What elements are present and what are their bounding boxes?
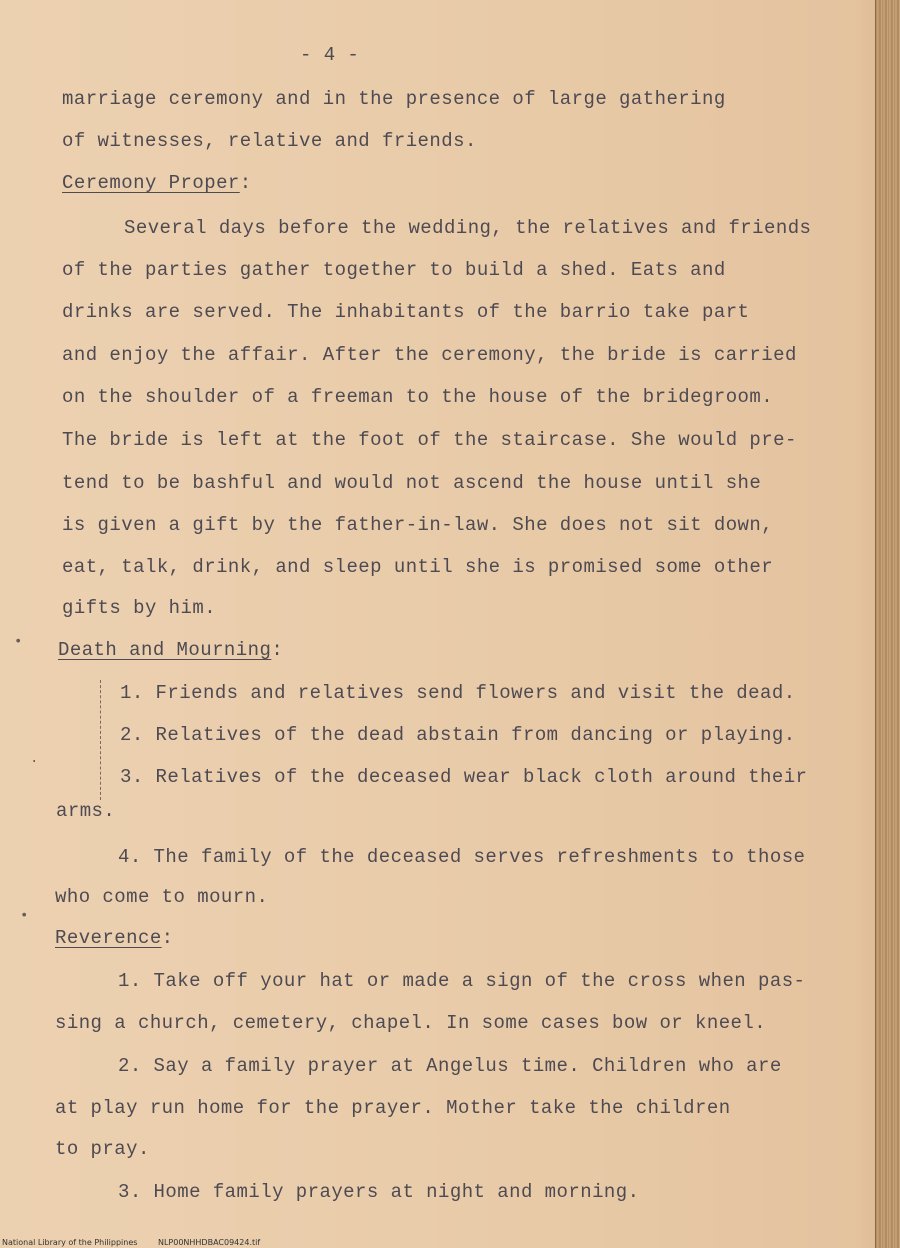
- text-line: of the parties gather together to build a shed. Eats and: [62, 259, 726, 281]
- heading-colon: :: [161, 927, 174, 949]
- text-line: at play run home for the prayer. Mother take the children: [55, 1097, 731, 1119]
- footer-library: National Library of the Philippines: [2, 1238, 138, 1247]
- list-item: 2. Say a family prayer at Angelus time. Children who are: [118, 1055, 782, 1077]
- heading-text: Ceremony Proper: [62, 172, 240, 194]
- heading-colon: :: [239, 172, 252, 194]
- text-line: to pray.: [55, 1138, 150, 1160]
- text-line: gifts by him.: [62, 597, 217, 619]
- scan-mark: ·: [30, 754, 39, 770]
- section-heading-ceremony: [62, 172, 252, 194]
- text-line: eat, talk, drink, and sleep until she is promised some other: [62, 556, 774, 578]
- list-item: 1. Friends and relatives send flowers and visit the dead.: [120, 682, 796, 704]
- scan-footer: [2, 1238, 278, 1247]
- section-heading-death: [58, 639, 283, 661]
- text-line: Several days before the wedding, the relatives and friends: [124, 217, 812, 239]
- text-line: sing a church, cemetery, chapel. In some cases bow or kneel.: [55, 1012, 767, 1034]
- heading-text: Reverence: [55, 927, 162, 949]
- text-line: drinks are served. The inhabitants of the barrio take part: [62, 301, 750, 323]
- text-line: who come to mourn.: [55, 886, 269, 908]
- text-line: and enjoy the affair. After the ceremony, the bride is carried: [62, 344, 797, 366]
- heading-text: Death and Mourning: [58, 639, 272, 661]
- list-item: 3. Relatives of the deceased wear black cloth around their: [120, 766, 808, 788]
- text-line: The bride is left at the foot of the staircase. She would pre-: [62, 429, 797, 451]
- text-line: marriage ceremony and in the presence of large gathering: [62, 88, 726, 110]
- section-heading-reverence: [55, 927, 174, 949]
- list-item: 3. Home family prayers at night and morning.: [118, 1181, 640, 1203]
- list-item: 2. Relatives of the dead abstain from dancing or playing.: [120, 724, 796, 746]
- text-line: tend to be bashful and would not ascend the house until she: [62, 472, 762, 494]
- scan-mark: •: [14, 634, 23, 650]
- page-number: - 4 -: [300, 44, 360, 66]
- list-item: 4. The family of the deceased serves refreshments to those: [118, 846, 806, 868]
- heading-colon: :: [271, 639, 284, 661]
- text-line: of witnesses, relative and friends.: [62, 130, 477, 152]
- footer-file: NLP00NHHDBAC09424.tif: [157, 1238, 261, 1247]
- text-line: on the shoulder of a freeman to the house of the bridegroom.: [62, 386, 774, 408]
- pencil-margin-line: [100, 680, 101, 800]
- list-item: 1. Take off your hat or made a sign of the cross when pas-: [118, 970, 806, 992]
- page-binding-edge: [875, 0, 900, 1248]
- scan-mark: •: [20, 908, 29, 924]
- text-line: is given a gift by the father-in-law. She does not sit down,: [62, 514, 774, 536]
- text-line: arms.: [56, 800, 116, 822]
